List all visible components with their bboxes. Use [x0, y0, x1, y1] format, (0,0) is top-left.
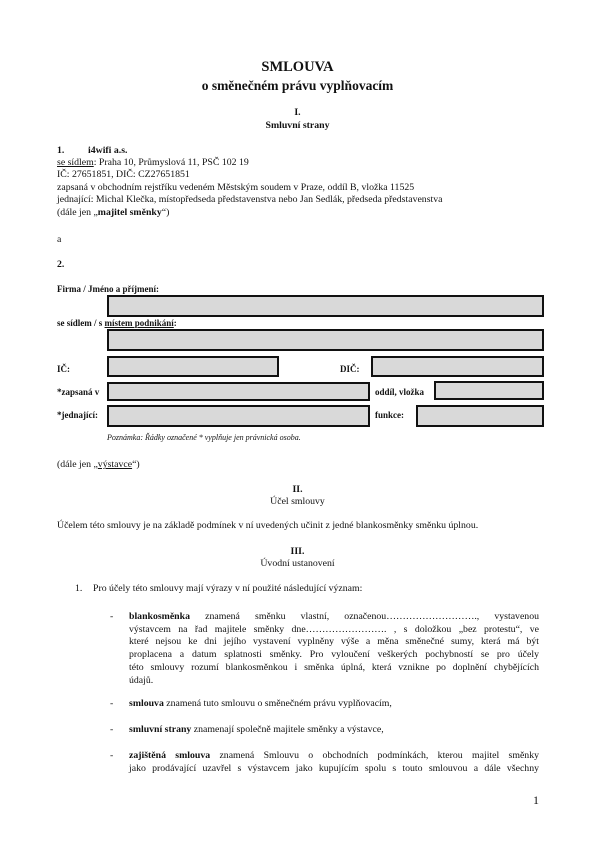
- section-2-title: Účel smlouvy: [270, 496, 325, 507]
- def-1-line-4: proplacena a datum splatnosti směnky. Pro vyloučení veškerých pochybností se pro účely: [129, 649, 539, 661]
- document-subtitle: o směnečném právu vyplňovacím: [201, 78, 394, 93]
- party-1-reference: [57, 207, 169, 220]
- item-1-number: 1.: [75, 583, 83, 594]
- seat-field[interactable]: [107, 329, 544, 351]
- ic-field[interactable]: [107, 356, 279, 377]
- acting-label: *jednající:: [57, 410, 98, 420]
- dic-label: DIČ:: [340, 364, 360, 374]
- party-2-number: 2.: [57, 259, 65, 270]
- and-word: a: [57, 234, 62, 245]
- registry-field[interactable]: [107, 382, 370, 401]
- section-2-number: II.: [292, 484, 303, 495]
- section-insert-label: oddíl, vložka: [375, 387, 425, 397]
- party-1-number: 1.: [57, 145, 65, 156]
- acting-field[interactable]: [107, 405, 370, 427]
- party-1-acting: jednající: Michal Klečka, místopředseda představenstva nebo Jan Sedlák, předseda představenstva: [57, 194, 443, 205]
- party-2-reference: [57, 459, 140, 472]
- def-3-dash: -: [110, 724, 114, 735]
- section-1-number: I.: [294, 107, 301, 118]
- section-1-title: Smluvní strany: [265, 120, 330, 131]
- def-1-dash: -: [110, 611, 114, 622]
- def-1-line-5: této smlouvy rozumí blankosměnkou i směnka úplná, která vznikne po doplnění chybějících: [129, 661, 539, 673]
- ref-suffix: “): [161, 207, 170, 218]
- def-1-paragraph: [129, 611, 539, 687]
- party-1-seat: [57, 157, 249, 170]
- ref2-prefix: (dále jen „: [57, 459, 98, 470]
- function-field[interactable]: [416, 405, 544, 427]
- ref-prefix: (dále jen „: [57, 207, 98, 218]
- document-title: SMLOUVA: [261, 59, 334, 75]
- section-insert-field[interactable]: [434, 381, 544, 400]
- seat-label-part-1: se sídlem / s: [57, 318, 105, 328]
- def-1-term: blankosměnka: [129, 611, 190, 622]
- ref-term: majitel směnky: [97, 207, 162, 218]
- def-4-paragraph: [129, 750, 539, 775]
- registry-label: *zapsaná v: [57, 387, 100, 397]
- form-note: Poznámka: Řádky označené * vyplňuje jen právnická osoba.: [107, 433, 301, 442]
- def-4-line-1: znamená Smlouvu o obchodních podmínkách, kterou majitel směnky: [210, 750, 539, 761]
- seat-label-part-3: :: [173, 318, 177, 328]
- party-1-registry: zapsaná v obchodním rejstříku vedeném Městským soudem v Praze, oddíl B, vložka 11525: [57, 182, 415, 193]
- purpose-paragraph: Účelem této smlouvy je na základě podmínek v ní uvedených učinit z jedné blankosměnky směnku úplnou.: [57, 520, 479, 531]
- ic-label: IČ:: [57, 364, 70, 374]
- dic-field[interactable]: [371, 356, 544, 377]
- section-3-number: III.: [290, 546, 305, 557]
- party-1-seat-rest: : Praha 10, Průmyslová 11, PSČ 102 19: [93, 157, 249, 168]
- seat-label: [57, 318, 177, 330]
- ref2-term: výstavce: [97, 459, 133, 470]
- def-2-dash: -: [110, 698, 114, 709]
- item-1-text: Pro účely této smlouvy mají výrazy v ní použité následující význam:: [93, 583, 363, 594]
- def-4-term: zajištěná smlouva: [129, 750, 211, 761]
- def-1-line-1: znamená směnku vlastní, označenou………………………., vystavenou: [189, 611, 539, 622]
- party-1-ids: IČ: 27651851, DIČ: CZ27651851: [57, 169, 190, 180]
- section-3-title: Úvodní ustanovení: [260, 558, 335, 569]
- firm-name-field[interactable]: [107, 295, 544, 317]
- def-1-line-2: výstavcem na řad majitele směnky dne……………………. , s doložkou „bez protestu“, ve: [129, 623, 539, 635]
- def-4-dash: -: [110, 750, 114, 761]
- seat-label-part-2: místem podnikání: [104, 318, 174, 328]
- page-number: 1: [533, 793, 539, 807]
- function-label: funkce:: [375, 410, 404, 420]
- def-1-line-6: údajů.: [129, 674, 154, 686]
- def-1-line-3: které nejsou ke dni jejího vystavení vyplněny výše a měna směnečné sumy, která má být: [129, 636, 539, 648]
- def-3-text: znamenají společně majitele směnky a výstavce,: [191, 724, 384, 735]
- def-2-paragraph: [129, 698, 392, 711]
- def-3-paragraph: [129, 724, 384, 737]
- def-2-text: znamená tuto smlouvu o směnečném právu vyplňovacím,: [163, 698, 392, 709]
- def-4-line-2: jako prodávající uzavřel s výstavcem jako kupujícím spolu s touto smlouvou a dále všechny: [129, 762, 539, 774]
- ref2-suffix: “): [132, 459, 140, 470]
- party-1-seat-prefix: se sídlem: [57, 157, 94, 168]
- def-3-term: smluvní strany: [129, 724, 192, 735]
- def-2-term: smlouva: [129, 698, 164, 709]
- party-1-name: i4wifi a.s.: [88, 145, 128, 156]
- firm-label: Firma / Jméno a příjmení:: [57, 284, 159, 294]
